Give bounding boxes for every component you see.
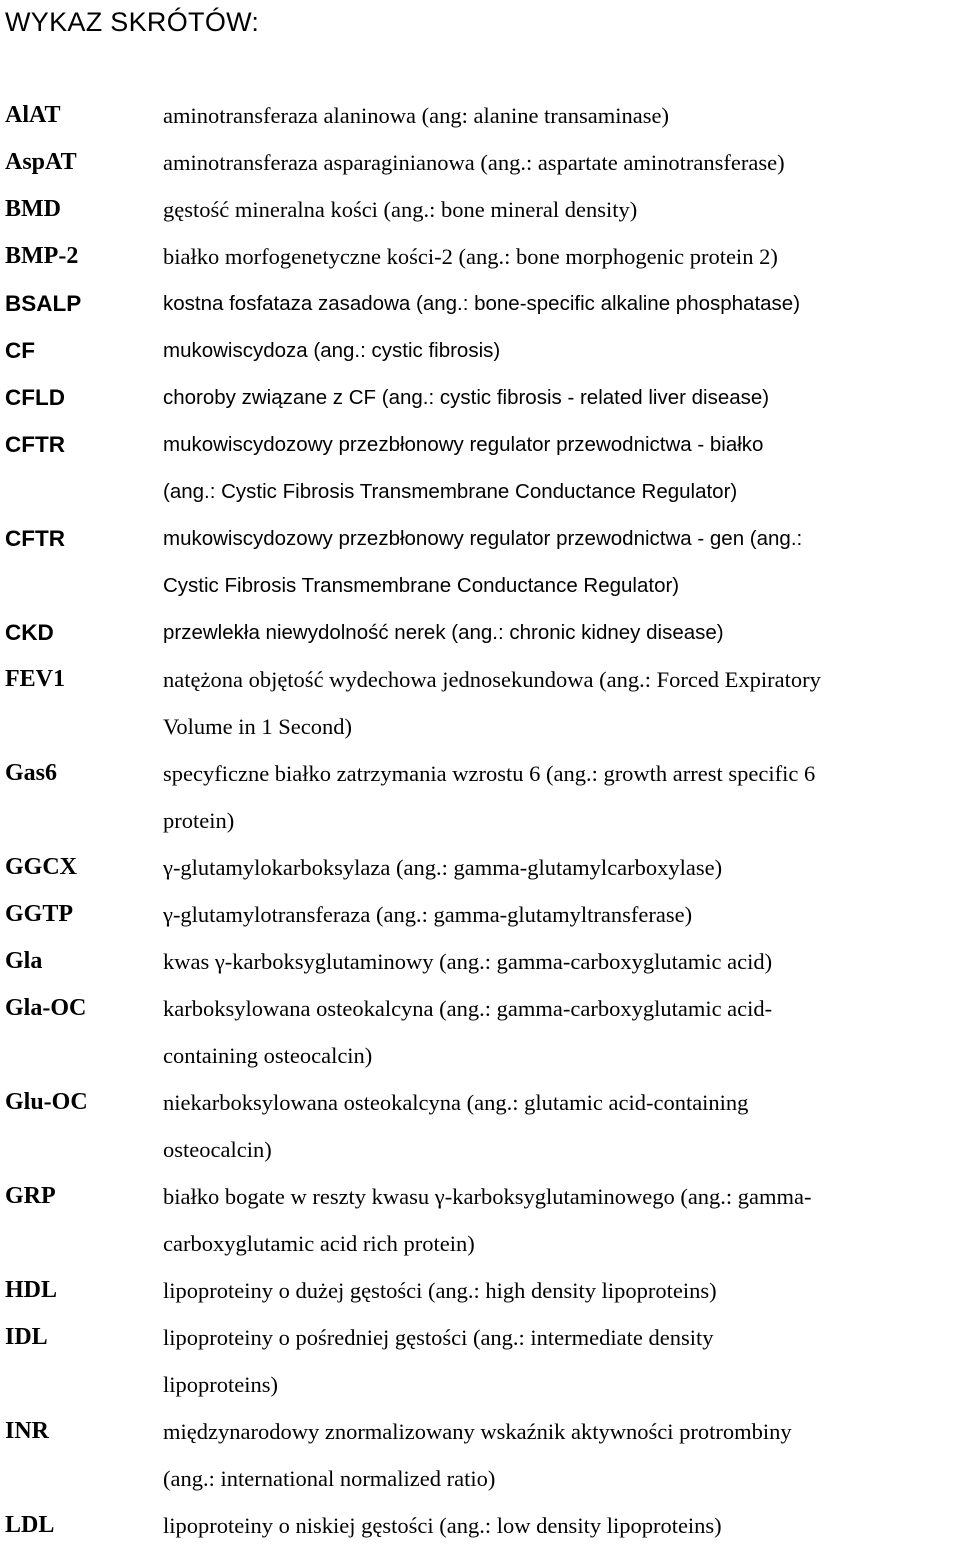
abbreviation-term: INR xyxy=(5,1418,50,1444)
definition-line: aminotransferaza asparaginianowa (ang.: aspartate aminotransferase) xyxy=(163,150,785,175)
abbreviation-entry xyxy=(0,985,960,1079)
abbreviation-term: GRP xyxy=(5,1183,56,1209)
definition-line: mukowiscydozowy przezbłonowy regulator przewodnictwa - gen (ang.: xyxy=(163,527,803,550)
abbreviation-term: Glu-OC xyxy=(5,1089,88,1115)
abbreviation-term: GGCX xyxy=(5,854,77,880)
abbreviation-definition xyxy=(163,515,960,609)
abbreviation-term: Gas6 xyxy=(5,760,58,786)
definition-line: γ-glutamylokarboksylaza (ang.: gamma-glutamylcarboxylase) xyxy=(163,855,723,880)
abbreviation-entry xyxy=(0,92,960,139)
abbreviation-definition xyxy=(163,656,960,750)
abbreviation-entry xyxy=(0,938,960,985)
definition-line: osteocalcin) xyxy=(163,1137,272,1162)
abbreviation-entry xyxy=(0,1079,960,1173)
abbreviation-term: LDL xyxy=(5,1512,55,1538)
abbreviation-entry xyxy=(0,374,960,421)
abbreviation-entry xyxy=(0,844,960,891)
abbreviation-entry xyxy=(0,186,960,233)
abbreviation-definition xyxy=(163,844,960,891)
abbreviation-entry xyxy=(0,280,960,327)
definition-line: mukowiscydoza (ang.: cystic fibrosis) xyxy=(163,339,501,362)
abbreviation-definition xyxy=(163,1173,960,1267)
abbreviation-term: BMD xyxy=(5,196,61,222)
abbreviation-definition xyxy=(163,186,960,233)
definition-line: Volume in 1 Second) xyxy=(163,714,352,739)
abbreviation-definition xyxy=(163,1502,960,1549)
definition-line: karboksylowana osteokalcyna (ang.: gamma-carboxyglutamic acid- xyxy=(163,996,773,1021)
abbreviation-entry xyxy=(0,1173,960,1267)
abbreviation-definition xyxy=(163,750,960,844)
abbreviation-entry xyxy=(0,609,960,656)
definition-line: międzynarodowy znormalizowany wskaźnik aktywności protrombiny xyxy=(163,1419,792,1444)
abbreviation-entry xyxy=(0,1408,960,1502)
abbreviation-term: AlAT xyxy=(5,102,61,128)
definition-line: lipoproteiny o pośredniej gęstości (ang.: intermediate density xyxy=(163,1325,714,1350)
abbreviation-definition xyxy=(163,233,960,280)
abbreviation-term: HDL xyxy=(5,1277,58,1303)
definition-line: kostna fosfataza zasadowa (ang.: bone-specific alkaline phosphatase) xyxy=(163,292,801,315)
definition-line: carboxyglutamic acid rich protein) xyxy=(163,1231,475,1256)
abbreviation-term: GGTP xyxy=(5,901,74,927)
definition-line: lipoproteins) xyxy=(163,1372,278,1397)
abbreviation-definition xyxy=(163,1408,960,1502)
abbreviation-definition xyxy=(163,891,960,938)
abbreviation-definition xyxy=(163,139,960,186)
definition-line: γ-glutamylotransferaza (ang.: gamma-glutamyltransferase) xyxy=(163,902,693,927)
definition-line: specyficzne białko zatrzymania wzrostu 6 (ang.: growth arrest specific 6 xyxy=(163,761,816,786)
definition-line: mukowiscydozowy przezbłonowy regulator przewodnictwa - białko xyxy=(163,433,764,456)
definition-line: protein) xyxy=(163,808,235,833)
abbreviation-definition xyxy=(163,280,960,327)
definition-line: natężona objętość wydechowa jednosekundowa (ang.: Forced Expiratory xyxy=(163,667,821,692)
abbreviation-entry xyxy=(0,139,960,186)
definition-line: białko morfogenetyczne kości-2 (ang.: bone morphogenic protein 2) xyxy=(163,244,778,269)
definition-line: kwas γ-karboksyglutaminowy (ang.: gamma-carboxyglutamic acid) xyxy=(163,949,773,974)
definition-line: lipoproteiny o dużej gęstości (ang.: high density lipoproteins) xyxy=(163,1278,717,1303)
abbreviation-definition xyxy=(163,1267,960,1314)
definition-line: przewlekła niewydolność nerek (ang.: chronic kidney disease) xyxy=(163,621,724,644)
abbreviation-definition xyxy=(163,92,960,139)
definition-line: białko bogate w reszty kwasu γ-karboksyglutaminowego (ang.: gamma- xyxy=(163,1184,812,1209)
abbreviation-entry xyxy=(0,1267,960,1314)
definition-line: containing osteocalcin) xyxy=(163,1043,373,1068)
abbreviation-term: BSALP xyxy=(5,291,82,316)
abbreviation-term: BMP-2 xyxy=(5,243,79,269)
abbreviation-term: Gla-OC xyxy=(5,995,87,1021)
abbreviation-definition xyxy=(163,609,960,656)
abbreviation-term: CFTR xyxy=(5,526,65,551)
abbreviation-term: AspAT xyxy=(5,149,77,175)
definition-line: niekarboksylowana osteokalcyna (ang.: glutamic acid-containing xyxy=(163,1090,749,1115)
abbreviation-term: CKD xyxy=(5,620,54,645)
abbreviation-definition xyxy=(163,1079,960,1173)
abbreviation-entry xyxy=(0,891,960,938)
abbreviation-entry xyxy=(0,421,960,515)
page-title: WYKAZ SKRÓTÓW: xyxy=(5,7,260,37)
abbreviation-definition xyxy=(163,985,960,1079)
abbreviation-entry xyxy=(0,1314,960,1408)
abbreviation-term: CF xyxy=(5,338,35,363)
definition-line: choroby związane z CF (ang.: cystic fibrosis - related liver disease) xyxy=(163,386,770,409)
abbreviation-term: CFTR xyxy=(5,432,65,457)
abbreviation-entry xyxy=(0,233,960,280)
abbreviation-term: CFLD xyxy=(5,385,65,410)
abbreviation-entry xyxy=(0,750,960,844)
abbreviation-entry xyxy=(0,327,960,374)
abbreviation-definition xyxy=(163,1314,960,1408)
abbreviation-list xyxy=(0,92,960,1549)
abbreviation-definition xyxy=(163,374,960,421)
definition-line: (ang.: Cystic Fibrosis Transmembrane Conductance Regulator) xyxy=(163,480,738,503)
definition-line: (ang.: international normalized ratio) xyxy=(163,1466,496,1491)
abbreviation-entry xyxy=(0,515,960,609)
abbreviation-definition xyxy=(163,421,960,515)
definition-line: lipoproteiny o niskiej gęstości (ang.: low density lipoproteins) xyxy=(163,1513,722,1538)
abbreviation-term: Gla xyxy=(5,948,43,974)
abbreviation-definition xyxy=(163,327,960,374)
definition-line: aminotransferaza alaninowa (ang: alanine transaminase) xyxy=(163,103,670,128)
abbreviation-term: FEV1 xyxy=(5,666,65,692)
abbreviation-entry xyxy=(0,656,960,750)
abbreviation-entry xyxy=(0,1502,960,1549)
abbreviation-definition xyxy=(163,938,960,985)
definition-line: gęstość mineralna kości (ang.: bone mineral density) xyxy=(163,197,638,222)
abbreviation-term: IDL xyxy=(5,1324,48,1350)
definition-line: Cystic Fibrosis Transmembrane Conductance Regulator) xyxy=(163,574,680,597)
